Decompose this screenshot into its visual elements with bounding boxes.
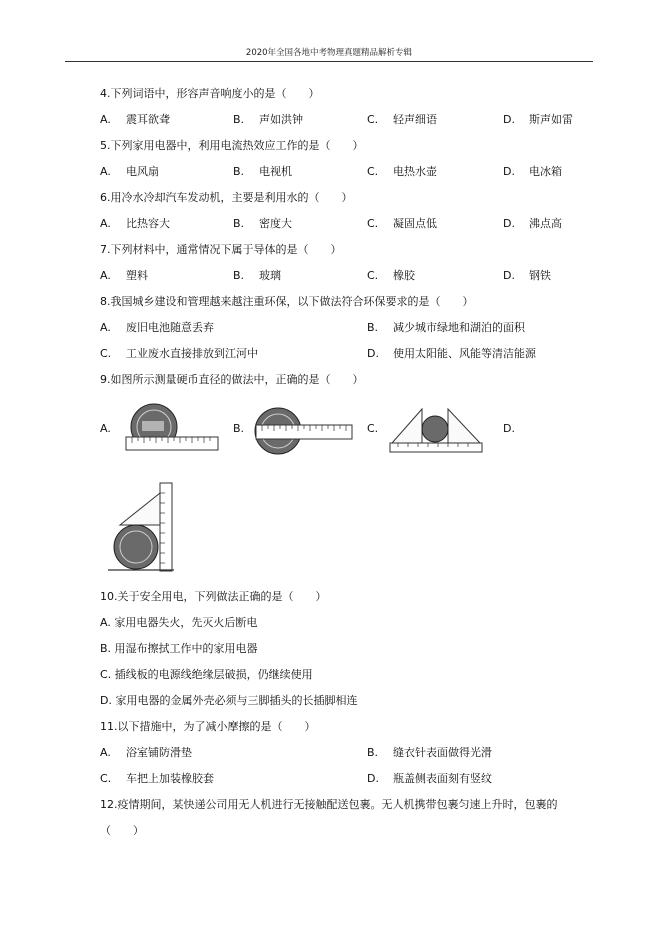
option-b: B. 密度大 [233,217,292,230]
option-d: D. 钢铁 [503,269,551,282]
coin-icon [114,525,158,569]
option-a: A. 家用电器失火，先灭火后断电 [100,616,258,629]
set-square-right-icon [448,409,480,443]
question-stem: 5.下列家用电器中，利用电流热效应工作的是（ ） [100,139,364,152]
question-stem: 4.下列词语中，形容声音响度小的是（ ） [100,87,320,100]
figure-a-ruler-coin [124,401,220,457]
option-c-label: C. [367,422,379,435]
option-d-label: D. [503,422,515,435]
option-b: B. 用湿布擦拭工作中的家用电器 [100,642,258,655]
option-c: C. 电热水壶 [367,165,437,178]
coin-icon [422,416,448,442]
figure-b-ruler-coin [254,401,354,457]
option-d: D. 使用太阳能、风能等清洁能源 [367,347,536,360]
option-b-label: B. [233,422,245,435]
vertical-ruler-icon [160,483,172,571]
figure-c-triangles-coin [388,403,484,455]
question-stem: 12.疫情期间，某快递公司用无人机进行无接触配送包裹。无人机携带包裹匀速上升时，包裹的 [100,798,558,811]
option-a: A. 电风扇 [100,165,159,178]
option-c: C. 凝固点低 [367,217,437,230]
option-a: A. 比热容大 [100,217,170,230]
option-a: A. 震耳欲聋 [100,113,170,126]
option-a: A. 浴室铺防滑垫 [100,746,192,759]
question-stem: 6.用冷水冷却汽车发动机，主要是利用水的（ ） [100,191,353,204]
set-square-left-icon [392,409,422,443]
option-c: C. 插线板的电源线绝缘层破损，仍继续使用 [100,668,313,681]
option-a-label: A. [100,422,111,435]
question-stem: 8.我国城乡建设和管理越来越注重环保，以下做法符合环保要求的是（ ） [100,295,474,308]
option-b: B. 电视机 [233,165,292,178]
option-d: D. 瓶盖侧表面刻有竖纹 [367,772,492,785]
option-c: C. 橡胶 [367,269,415,282]
option-d: D. 家用电器的金属外壳必须与三脚插头的长插脚相连 [100,694,358,707]
header-divider [65,61,593,62]
question-stem: 10.关于安全用电，下列做法正确的是（ ） [100,590,327,603]
option-b: B. 减少城市绿地和湖泊的面积 [367,321,525,334]
question-stem-continued: （ ） [100,824,144,837]
question-stem: 11.以下措施中，为了减小摩擦的是（ ） [100,720,316,733]
option-c: C. 工业废水直接排放到江河中 [100,347,258,360]
header-title: 2020年全国各地中考物理真题精品解析专辑 [245,48,413,58]
question-stem: 9.如图所示测量硬币直径的做法中，正确的是（ ） [100,373,364,386]
option-c: C. 车把上加装橡胶套 [100,772,214,785]
set-square-icon [120,493,160,525]
option-d: D. 斯声如雷 [503,113,573,126]
option-b: B. 缝衣针表面做得光滑 [367,746,492,759]
option-b: B. 玻璃 [233,269,281,282]
option-a: A. 废旧电池随意丢弃 [100,321,214,334]
option-d: D. 沸点高 [503,217,562,230]
option-a: A. 塑料 [100,269,148,282]
option-d: D. 电冰箱 [503,165,562,178]
option-c: C. 轻声细语 [367,113,437,126]
question-stem: 7.下列材料中，通常情况下属于导体的是（ ） [100,243,342,256]
figure-d-triangle-coin [106,479,176,581]
option-b: B. 声如洪钟 [233,113,303,126]
